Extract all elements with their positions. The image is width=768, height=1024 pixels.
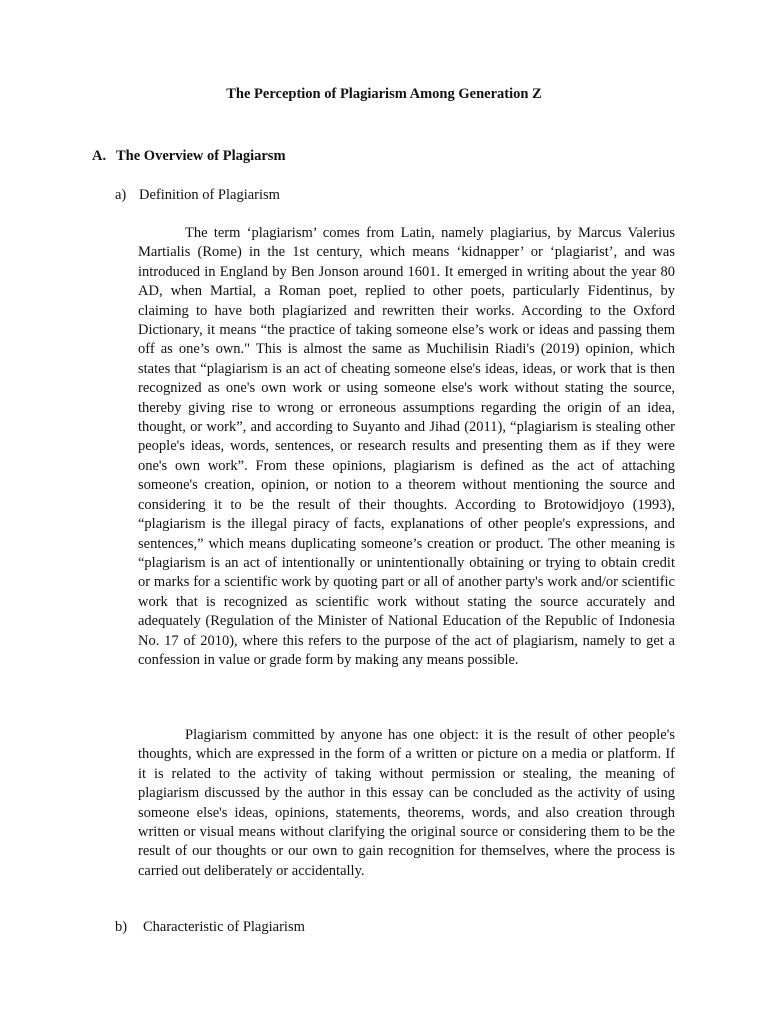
document-title: The Perception of Plagiarism Among Generation Z bbox=[226, 86, 542, 102]
subsection-heading-definition bbox=[115, 187, 280, 204]
subsection-heading-characteristic bbox=[115, 919, 305, 936]
subsection-title: Characteristic of Plagiarism bbox=[143, 919, 305, 935]
subsection-number: b) bbox=[115, 919, 128, 935]
paragraph-definition: The term ‘plagiarism’ comes from Latin, namely plagiarius, by Marcus Valerius Martialis (Rome) in the 1st century, which means ‘kidnapper’ or ‘plagiarist’, and was introduced in England by Ben Jonson around 1601. It emerged in writing about the year 80 AD, when Martial, a Roman poet, replied to other poets, particularly Fidentinus, by claiming to have both plagiarized and rewritten their works. According to the Oxford Dictionary, it means “the practice of taking someone else’s work or ideas and passing them off as one’s own." This is almost the same as Muchilisin Riadi's (2019) opinion, which states that “plagiarism is an act of cheating someone else's ideas, ideas, or work that is then recognized as one's own work or using someone else's work without stating the source, thereby giving rise to wrong or erroneous assumptions regarding the origin of an idea, thought, or work”, and according to Suyanto and Jihad (2011), “plagiarism is stealing other people's ideas, words, sentences, or research results and presenting them as if they were one's own work”. From these opinions, plagiarism is defined as the act of attaching someone's creation, opinion, or notion to a theorem without mentioning the source and considering it to be the result of their thoughts. According to Brotowidjoyo (1993), “plagiarism is the illegal piracy of facts, explanations of other people's expressions, and sentences,” which means duplicating someone’s creation or product. The other meaning is “plagiarism is an act of intentionally or unintentionally obtaining or trying to obtain credit or marks for a scientific work by quoting part or all of another party's work and/or scientific work that is recognized as scientific work without stating the source accurately and adequately (Regulation of the Minister of National Education of the Republic of Indonesia No. 17 of 2010), where this refers to the purpose of the act of plagiarism, namely to get a confession in value or grade form by making any means possible. bbox=[138, 225, 675, 668]
section-title: The Overview of Plagiarsm bbox=[116, 148, 286, 164]
paragraph-conclusion: Plagiarism committed by anyone has one object: it is the result of other people's thoughts, which are expressed in the form of a written or picture on a media or platform. If it is related to the activity of taking without permission or stealing, the meaning of plagiarism discussed by the author in this essay can be concluded as the activity of using someone else's ideas, opinions, statements, theorems, words, and also creation through written or visual means without clarifying the original source or considering them to be the result of our thoughts or our own to gain recognition for themselves, where the process is carried out deliberately or accidentally. bbox=[138, 727, 675, 879]
subsection-number: a) bbox=[115, 187, 127, 203]
subsection-title: Definition of Plagiarism bbox=[139, 187, 280, 203]
section-number: A. bbox=[92, 148, 107, 164]
section-heading-overview bbox=[92, 148, 286, 165]
